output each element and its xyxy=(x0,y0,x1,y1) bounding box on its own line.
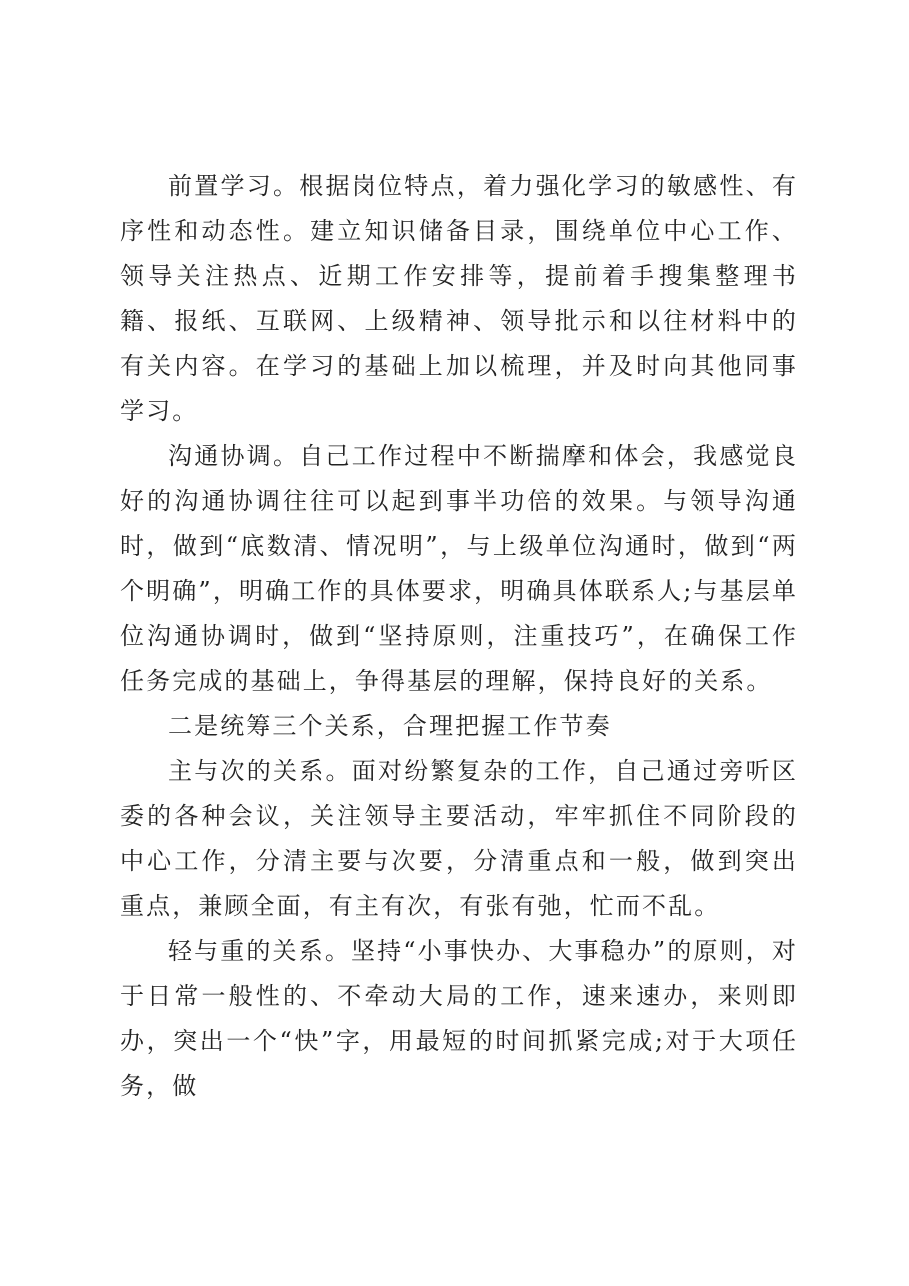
paragraph-light-heavy: 轻与重的关系。坚持“小事快办、大事稳办”的原则，对于日常一般性的、不牵动大局的工作，速来速办，来则即办，突出一个“快”字，用最短的时间抓紧完成;对于大项任务，做 xyxy=(120,937,798,1100)
document-body xyxy=(120,164,798,1109)
paragraph-primary-secondary: 主与次的关系。面对纷繁复杂的工作，自己通过旁听区委的各种会议，关注领导主要活动，牢牢抓住不同阶段的中心工作，分清主要与次要，分清重点和一般，做到突出重点，兼顾全面，有主有次，有张有弛，忙而不乱。 xyxy=(120,757,798,920)
paragraph-communication: 沟通协调。自己工作过程中不断揣摩和体会，我感觉良好的沟通协调往往可以起到事半功倍的效果。与领导沟通时，做到“底数清、情况明”，与上级单位沟通时，做到“两个明确”，明确工作的具体要求，明确具体联系人;与基层单位沟通协调时，做到“坚持原则，注重技巧”，在确保工作任务完成的基础上，争得基层的理解，保持良好的关系。 xyxy=(120,442,798,695)
section-heading: 二是统筹三个关系，合理把握工作节奏 xyxy=(168,712,612,740)
paragraph-pre-study: 前置学习。根据岗位特点，着力强化学习的敏感性、有序性和动态性。建立知识储备目录，围绕单位中心工作、领导关注热点、近期工作安排等，提前着手搜集整理书籍、报纸、互联网、上级精神、领导批示和以往材料中的有关内容。在学习的基础上加以梳理，并及时向其他同事学习。 xyxy=(120,172,798,425)
